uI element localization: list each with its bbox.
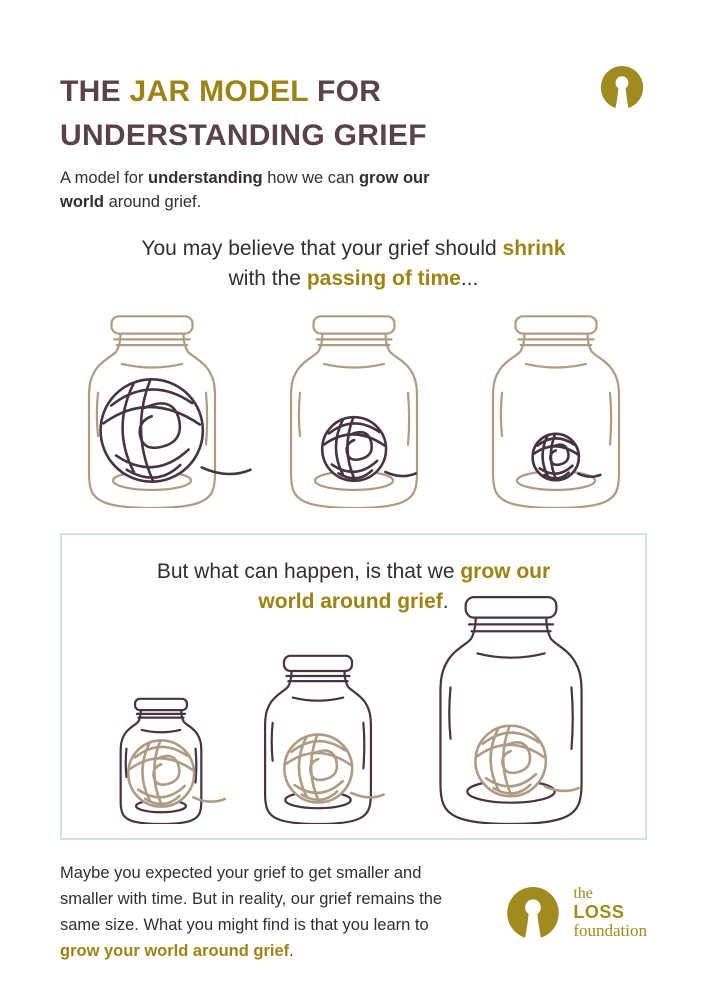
box-text: But what can happen, is that we [156, 560, 461, 583]
jars-shrinking-row [60, 312, 647, 508]
yarn-ball-icon [473, 720, 581, 802]
title-line1 [60, 75, 381, 108]
box-line1 [62, 557, 645, 587]
outro-text: . [289, 942, 294, 960]
box-highlight: world around grief [258, 590, 443, 613]
box-highlight: grow our [460, 560, 551, 583]
loss-foundation-logo-icon [599, 66, 645, 109]
title-text-suffix: FOR [308, 75, 382, 108]
subtitle-text: A model for [60, 169, 149, 187]
subtitle-text: how we can [262, 169, 359, 187]
jar-small-world [113, 696, 209, 824]
logo-foundation: foundation [573, 920, 647, 940]
title-text: THE [60, 75, 130, 108]
page-title [60, 70, 647, 158]
grow-world-box [60, 533, 647, 840]
jar-large-grief [77, 312, 227, 508]
outro-text: Maybe you expected your grief to get smaller and smaller with time. But in reality, our grief remains the same size. What you might find is that you learn to [60, 864, 443, 934]
outro-highlight: grow your world around grief [60, 942, 290, 960]
subtitle-bold: understanding [148, 169, 263, 187]
jar-medium-world [255, 652, 381, 824]
logo-the: the [573, 885, 593, 902]
logo-wordmark [573, 886, 647, 940]
intro-heading [60, 234, 647, 294]
intro-line1 [60, 234, 647, 264]
jar-small-grief [481, 312, 631, 508]
intro-text: with the [228, 267, 307, 290]
title-highlight: JAR MODEL [129, 75, 309, 108]
loss-foundation-logo-icon [505, 887, 561, 939]
subtitle-text: around grief. [104, 193, 202, 211]
outro-paragraph [60, 860, 468, 964]
intro-highlight: shrink [502, 237, 566, 260]
title-line2: UNDERSTANDING GRIEF [60, 119, 427, 152]
yarn-ball-icon [97, 371, 254, 490]
box-text: . [442, 590, 449, 613]
subtitle [60, 166, 455, 214]
jar-large-world [427, 592, 595, 824]
jar-medium-grief [279, 312, 429, 508]
yarn-ball-icon [126, 735, 227, 812]
intro-text: You may believe that your grief should [141, 237, 503, 260]
header [60, 70, 647, 214]
loss-foundation-logo [505, 886, 647, 940]
footer [60, 860, 647, 964]
intro-text: ... [460, 267, 479, 290]
yarn-ball-icon [282, 729, 386, 808]
jars-growing-row [62, 592, 645, 824]
intro-highlight: passing of time [306, 267, 461, 290]
yarn-ball-icon [320, 412, 418, 486]
subtitle-bold: grow our world [60, 169, 430, 211]
yarn-ball-icon [531, 430, 602, 484]
intro-line2 [60, 264, 647, 294]
logo-loss: LOSS [573, 901, 625, 922]
